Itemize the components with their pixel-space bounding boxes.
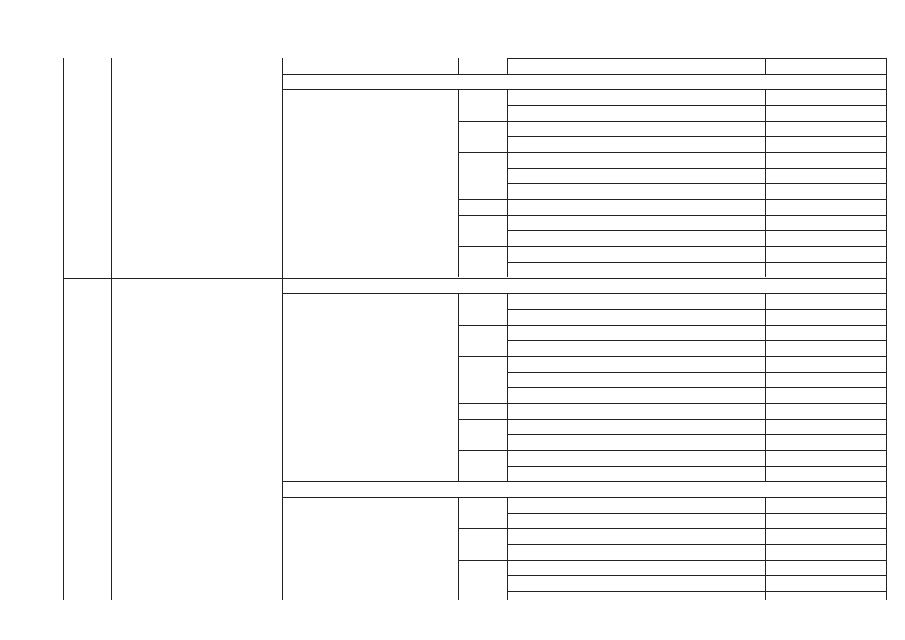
tariff-value-cell bbox=[765, 58, 880, 74]
row-border bbox=[507, 591, 887, 592]
tariff-value-cell bbox=[765, 403, 880, 419]
tariff-type-cell bbox=[282, 89, 458, 277]
column-border bbox=[886, 58, 887, 600]
row-border bbox=[63, 278, 283, 279]
column-border bbox=[507, 89, 508, 277]
column-border bbox=[507, 497, 508, 600]
tariff-value-cell bbox=[765, 544, 880, 560]
tariff-value-cell bbox=[765, 230, 880, 246]
row-border bbox=[507, 513, 887, 514]
row-border bbox=[282, 278, 887, 279]
row-border bbox=[458, 325, 887, 326]
row-border bbox=[458, 450, 887, 451]
tariff-value-cell bbox=[765, 152, 880, 168]
column-border bbox=[507, 293, 508, 481]
tariff-value-cell bbox=[765, 215, 880, 231]
year-cell bbox=[458, 152, 507, 199]
tariff-value-cell bbox=[765, 199, 880, 215]
tariff-value-cell bbox=[765, 575, 880, 591]
section-title bbox=[282, 481, 886, 497]
row-border bbox=[507, 105, 887, 106]
year-cell bbox=[458, 528, 507, 559]
period-cell bbox=[507, 450, 765, 466]
tariff-value-cell bbox=[765, 105, 880, 121]
year-cell bbox=[458, 560, 507, 607]
row-border bbox=[507, 575, 887, 576]
column-border bbox=[507, 58, 508, 74]
tariff-value-cell bbox=[765, 450, 880, 466]
period-cell bbox=[507, 309, 765, 325]
column-border bbox=[458, 497, 459, 600]
row-border bbox=[282, 481, 887, 482]
tariff-value-cell bbox=[765, 387, 880, 403]
period-cell bbox=[507, 372, 765, 388]
year-cell bbox=[458, 293, 507, 324]
column-border bbox=[111, 58, 112, 600]
tariff-value-cell bbox=[765, 168, 880, 184]
tariff-type-cell bbox=[282, 497, 458, 607]
column-border bbox=[63, 58, 64, 600]
period-cell bbox=[507, 513, 765, 529]
year-cell bbox=[458, 246, 507, 277]
period-cell bbox=[507, 528, 765, 544]
tariff-value-cell bbox=[765, 372, 880, 388]
period-cell bbox=[507, 575, 765, 591]
period-cell bbox=[507, 403, 765, 419]
row-number bbox=[63, 278, 111, 600]
row-border bbox=[458, 356, 887, 357]
tariff-value-cell bbox=[765, 293, 880, 309]
row-border bbox=[282, 497, 887, 498]
year-cell bbox=[458, 419, 507, 450]
tariff-value-cell bbox=[765, 513, 880, 529]
row-border bbox=[458, 403, 887, 404]
column-border bbox=[765, 89, 766, 277]
period-cell bbox=[507, 340, 765, 356]
tariff-value-cell bbox=[765, 497, 880, 513]
year-cell bbox=[458, 199, 507, 215]
column-border bbox=[765, 293, 766, 481]
tariff-type-cell bbox=[282, 293, 458, 481]
period-cell bbox=[507, 199, 765, 215]
period-cell bbox=[507, 89, 765, 105]
tariff-value-cell bbox=[765, 340, 880, 356]
row-border bbox=[458, 199, 887, 200]
period-cell bbox=[507, 246, 765, 262]
row-border bbox=[507, 230, 887, 231]
tariff-value-cell bbox=[765, 136, 880, 152]
row-border bbox=[458, 419, 887, 420]
period-cell bbox=[507, 105, 765, 121]
tariff-value-cell bbox=[765, 325, 880, 341]
column-border bbox=[458, 89, 459, 277]
year-cell bbox=[458, 215, 507, 246]
tariff-value-cell bbox=[765, 434, 880, 450]
row-border bbox=[282, 293, 887, 294]
tariff-value-cell bbox=[765, 309, 880, 325]
organization-cell bbox=[111, 278, 282, 600]
column-border bbox=[458, 293, 459, 481]
period-cell bbox=[507, 419, 765, 435]
period-cell bbox=[507, 136, 765, 152]
period-cell bbox=[507, 168, 765, 184]
row-border bbox=[458, 152, 887, 153]
row-border bbox=[507, 340, 887, 341]
year-cell bbox=[458, 450, 507, 481]
row-border bbox=[282, 89, 887, 90]
tariff-value-cell bbox=[765, 560, 880, 576]
period-cell bbox=[507, 58, 765, 74]
row-border bbox=[507, 58, 887, 59]
tariff-value-cell bbox=[765, 121, 880, 137]
period-cell bbox=[507, 434, 765, 450]
period-cell bbox=[507, 152, 765, 168]
year-cell bbox=[458, 121, 507, 152]
row-border bbox=[282, 74, 887, 75]
tariff-value-cell bbox=[765, 419, 880, 435]
column-border bbox=[458, 58, 459, 74]
row-border bbox=[507, 434, 887, 435]
period-cell bbox=[507, 466, 765, 482]
period-cell bbox=[507, 293, 765, 309]
row-border bbox=[507, 309, 887, 310]
period-cell bbox=[507, 262, 765, 278]
tariff-value-cell bbox=[765, 528, 880, 544]
row-border bbox=[507, 387, 887, 388]
row-border bbox=[458, 528, 887, 529]
column-border bbox=[282, 58, 283, 600]
row-border bbox=[458, 560, 887, 561]
tariff-value-cell bbox=[765, 591, 880, 607]
column-border bbox=[765, 58, 766, 74]
row-border bbox=[507, 544, 887, 545]
section-title bbox=[282, 74, 886, 90]
tariff-value-cell bbox=[765, 262, 880, 278]
year-cell bbox=[458, 89, 507, 120]
row-border bbox=[458, 246, 887, 247]
period-cell bbox=[507, 356, 765, 372]
row-border bbox=[507, 136, 887, 137]
row-border bbox=[507, 466, 887, 467]
period-cell bbox=[507, 560, 765, 576]
year-cell bbox=[458, 356, 507, 403]
period-cell bbox=[507, 387, 765, 403]
tariff-value-cell bbox=[765, 356, 880, 372]
tariff-value-cell bbox=[765, 89, 880, 105]
period-cell bbox=[507, 230, 765, 246]
column-border bbox=[765, 497, 766, 600]
period-cell bbox=[507, 544, 765, 560]
section-title bbox=[282, 278, 886, 294]
period-cell bbox=[507, 591, 765, 607]
row-border bbox=[507, 183, 887, 184]
row-border bbox=[458, 215, 887, 216]
tariff-value-cell bbox=[765, 183, 880, 199]
year-cell bbox=[458, 497, 507, 528]
period-cell bbox=[507, 325, 765, 341]
row-border bbox=[458, 121, 887, 122]
period-cell bbox=[507, 121, 765, 137]
row-border bbox=[507, 372, 887, 373]
row-border bbox=[507, 168, 887, 169]
row-border bbox=[507, 262, 887, 263]
period-cell bbox=[507, 183, 765, 199]
period-cell bbox=[507, 497, 765, 513]
period-cell bbox=[507, 215, 765, 231]
year-cell bbox=[458, 325, 507, 356]
year-cell bbox=[458, 403, 507, 419]
tariff-value-cell bbox=[765, 246, 880, 262]
tariff-value-cell bbox=[765, 466, 880, 482]
